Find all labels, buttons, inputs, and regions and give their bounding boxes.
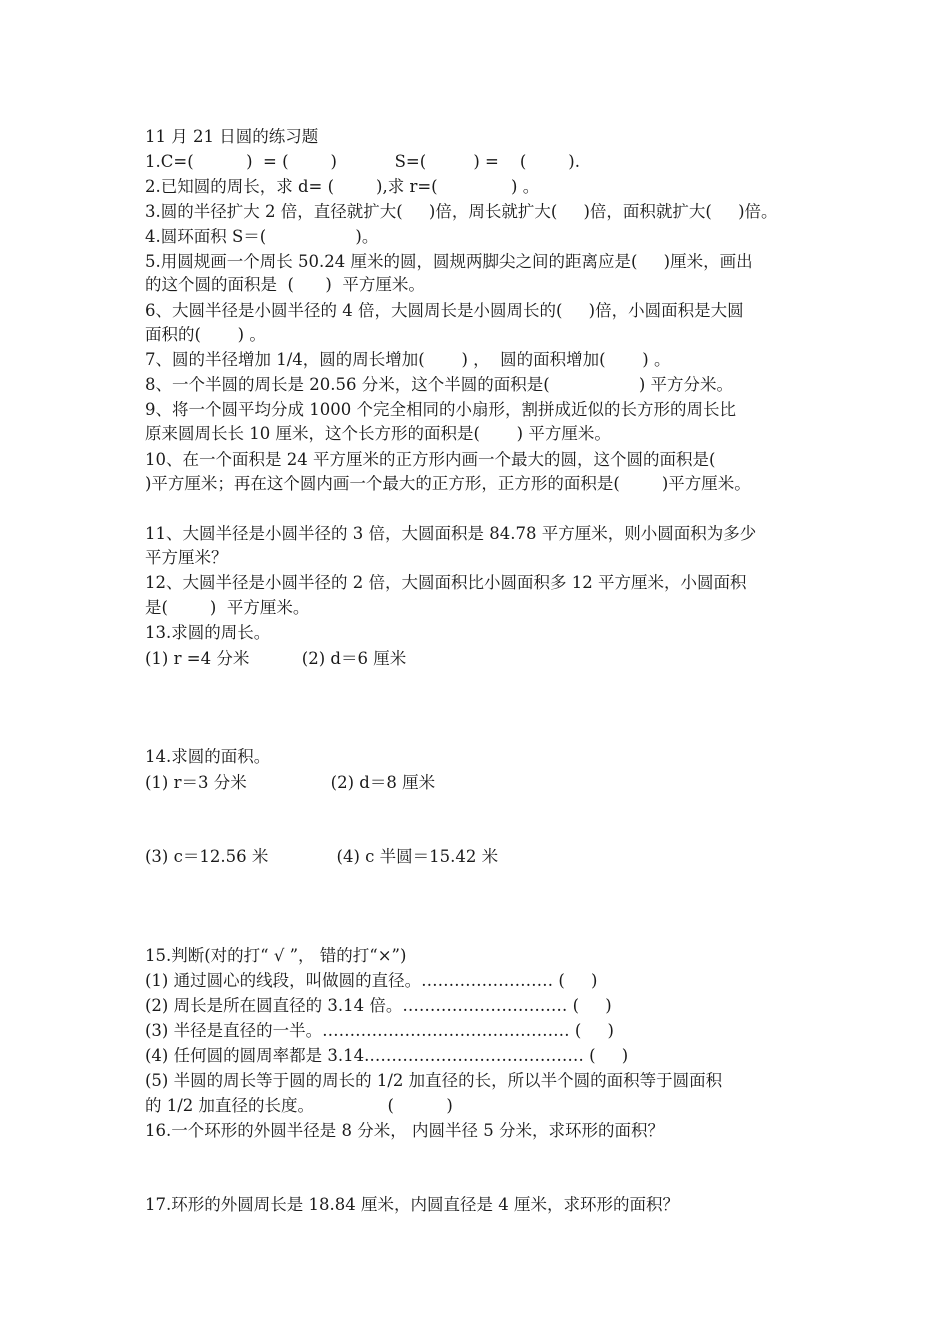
question-15-item-2: (2) 周长是所在圆直径的 3.14 倍。………………………… ( ) <box>145 996 612 1015</box>
question-11-line-2: 平方厘米？ <box>145 548 228 567</box>
question-6-line-2: 面积的( ) 。 <box>145 325 266 344</box>
question-5-line-1: 5.用圆规画一个周长 50.24 厘米的圆，圆规两脚尖之间的距离应是( )厘米，画出 <box>145 252 753 271</box>
question-6-line-1: 6、大圆半径是小圆半径的 4 倍，大圆周长是小圆周长的( )倍，小圆面积是大圆 <box>145 301 744 320</box>
question-15-item-5-line-1: (5) 半圆的周长等于圆的周长的 1/2 加直径的长，所以半个圆的面积等于圆面积 <box>145 1071 723 1090</box>
question-1: 1.C=( ) = ( ) S=( ) = ( ). <box>145 152 580 171</box>
question-15-item-4: (4) 任何圆的圆周率都是 3.14.………………………………… ( ) <box>145 1046 629 1065</box>
question-13-parts: (1) r =4 分米 (2) d＝6 厘米 <box>145 649 407 668</box>
question-11-line-1: 11、大圆半径是小圆半径的 3 倍，大圆面积是 84.78 平方厘米，则小圆面积为多少 <box>145 524 757 543</box>
question-15-item-3: (3) 半径是直径的一半。……………………………………… ( ) <box>145 1021 614 1040</box>
question-3: 3.圆的半径扩大 2 倍，直径就扩大( )倍，周长就扩大( )倍，面积就扩大( )倍。 <box>145 202 778 221</box>
question-14-parts-3-4: (3) c＝12.56 米 (4) c 半圆＝15.42 米 <box>145 847 499 866</box>
question-17: 17.环形的外圆周长是 18.84 厘米，内圆直径是 4 厘米，求环形的面积？ <box>145 1195 679 1214</box>
question-8: 8、一个半圆的周长是 20.56 分米，这个半圆的面积是( ) 平方分米。 <box>145 375 734 394</box>
question-9-line-1: 9、将一个圆平均分成 1000 个完全相同的小扇形，割拼成近似的长方形的周长比 <box>145 400 736 419</box>
question-5-line-2: 的这个圆的面积是 ( ) 平方厘米。 <box>145 275 425 294</box>
question-15-item-5-line-2: 的 1/2 加直径的长度。 ( ) <box>145 1096 453 1115</box>
question-2: 2.已知圆的周长，求 d= ( ),求 r=( ) 。 <box>145 177 540 196</box>
question-14-parts-1-2: (1) r＝3 分米 (2) d＝8 厘米 <box>145 773 436 792</box>
question-10-line-2: )平方厘米；再在这个圆内画一个最大的正方形，正方形的面积是( )平方厘米。 <box>145 474 751 493</box>
question-12-line-2: 是( ) 平方厘米。 <box>145 598 310 617</box>
document-title: 11 月 21 日圆的练习题 <box>145 127 319 146</box>
question-15: 15.判断(对的打“ √ ”， 错的打“×”) <box>145 946 407 965</box>
question-12-line-1: 12、大圆半径是小圆半径的 2 倍，大圆面积比小圆面积多 12 平方厘米，小圆面积 <box>145 573 747 592</box>
question-15-item-1: (1) 通过圆心的线段，叫做圆的直径。…………………… ( ) <box>145 971 598 990</box>
question-7: 7、圆的半径增加 1/4，圆的周长增加( ) ， 圆的面积增加( ) 。 <box>145 350 671 369</box>
question-9-line-2: 原来圆周长长 10 厘米，这个长方形的面积是( ) 平方厘米。 <box>145 424 611 443</box>
question-4: 4.圆环面积 S＝( )。 <box>145 227 379 246</box>
question-10-line-1: 10、在一个面积是 24 平方厘米的正方形内画一个最大的圆，这个圆的面积是( <box>145 450 716 469</box>
question-13: 13.求圆的周长。 <box>145 623 271 642</box>
question-14: 14.求圆的面积。 <box>145 747 271 766</box>
question-16: 16.一个环形的外圆半径是 8 分米， 内圆半径 5 分米，求环形的面积？ <box>145 1121 664 1140</box>
